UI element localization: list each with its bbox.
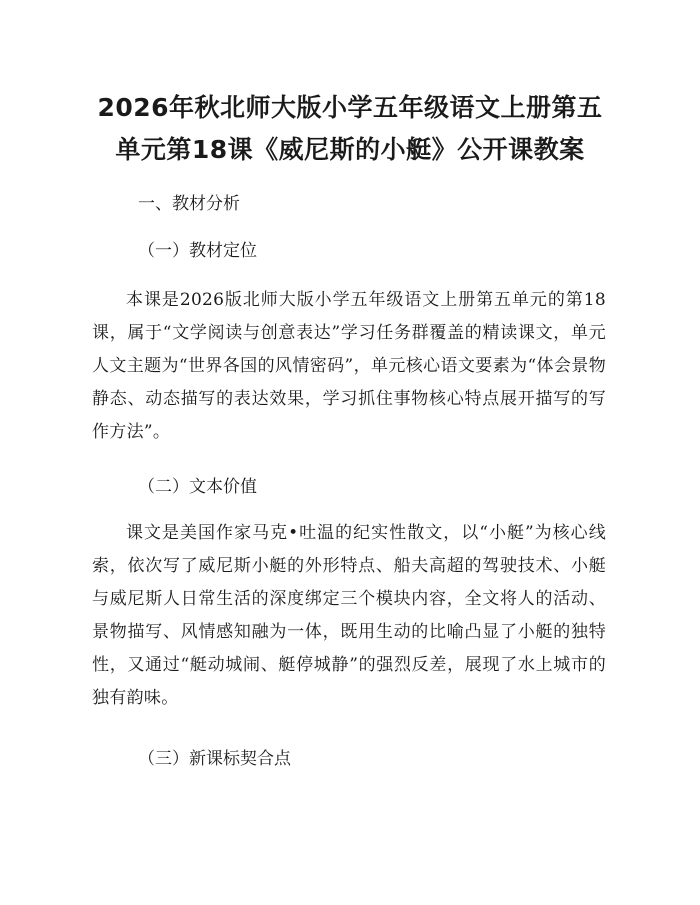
subheading-curriculum-alignment: （三）新课标契合点 (138, 749, 291, 769)
paragraph-text-value: 课文是美国作家马克•吐温的纪实性散文，以“小艇”为核心线索，依次写了威尼斯小艇的外形特点、船夫高超的驾驶技术、小艇与威尼斯人日常生活的深度绑定三个模块内容，全文将人的活动、景物描写、风情感知融为一体，既用生动的比喻凸显了小艇的独特性，又通过“艇动城闹、艇停城静”的强烈反差，展现了水上城市的独有韵味。 (92, 523, 606, 708)
subheading-text-value: （二）文本价值 (138, 477, 257, 497)
section-heading-textbook-analysis: 一、教材分析 (138, 194, 240, 214)
document-title-line-1: 2026年秋北师大版小学五年级语文上册第五 (97, 93, 603, 122)
paragraph-positioning: 本课是2026版北师大版小学五年级语文上册第五单元的第18课，属于“文学阅读与创意表达”学习任务群覆盖的精读课文，单元人文主题为“世界各国的风情密码”，单元核心语文要素为“体会景物静态、动态描写的表达效果，学习抓住事物核心特点展开描写的写作方法”。 (92, 290, 606, 442)
document-title-line-2: 单元第18课《威尼斯的小艇》公开课教案 (115, 135, 585, 164)
subheading-textbook-positioning: （一）教材定位 (138, 241, 257, 261)
